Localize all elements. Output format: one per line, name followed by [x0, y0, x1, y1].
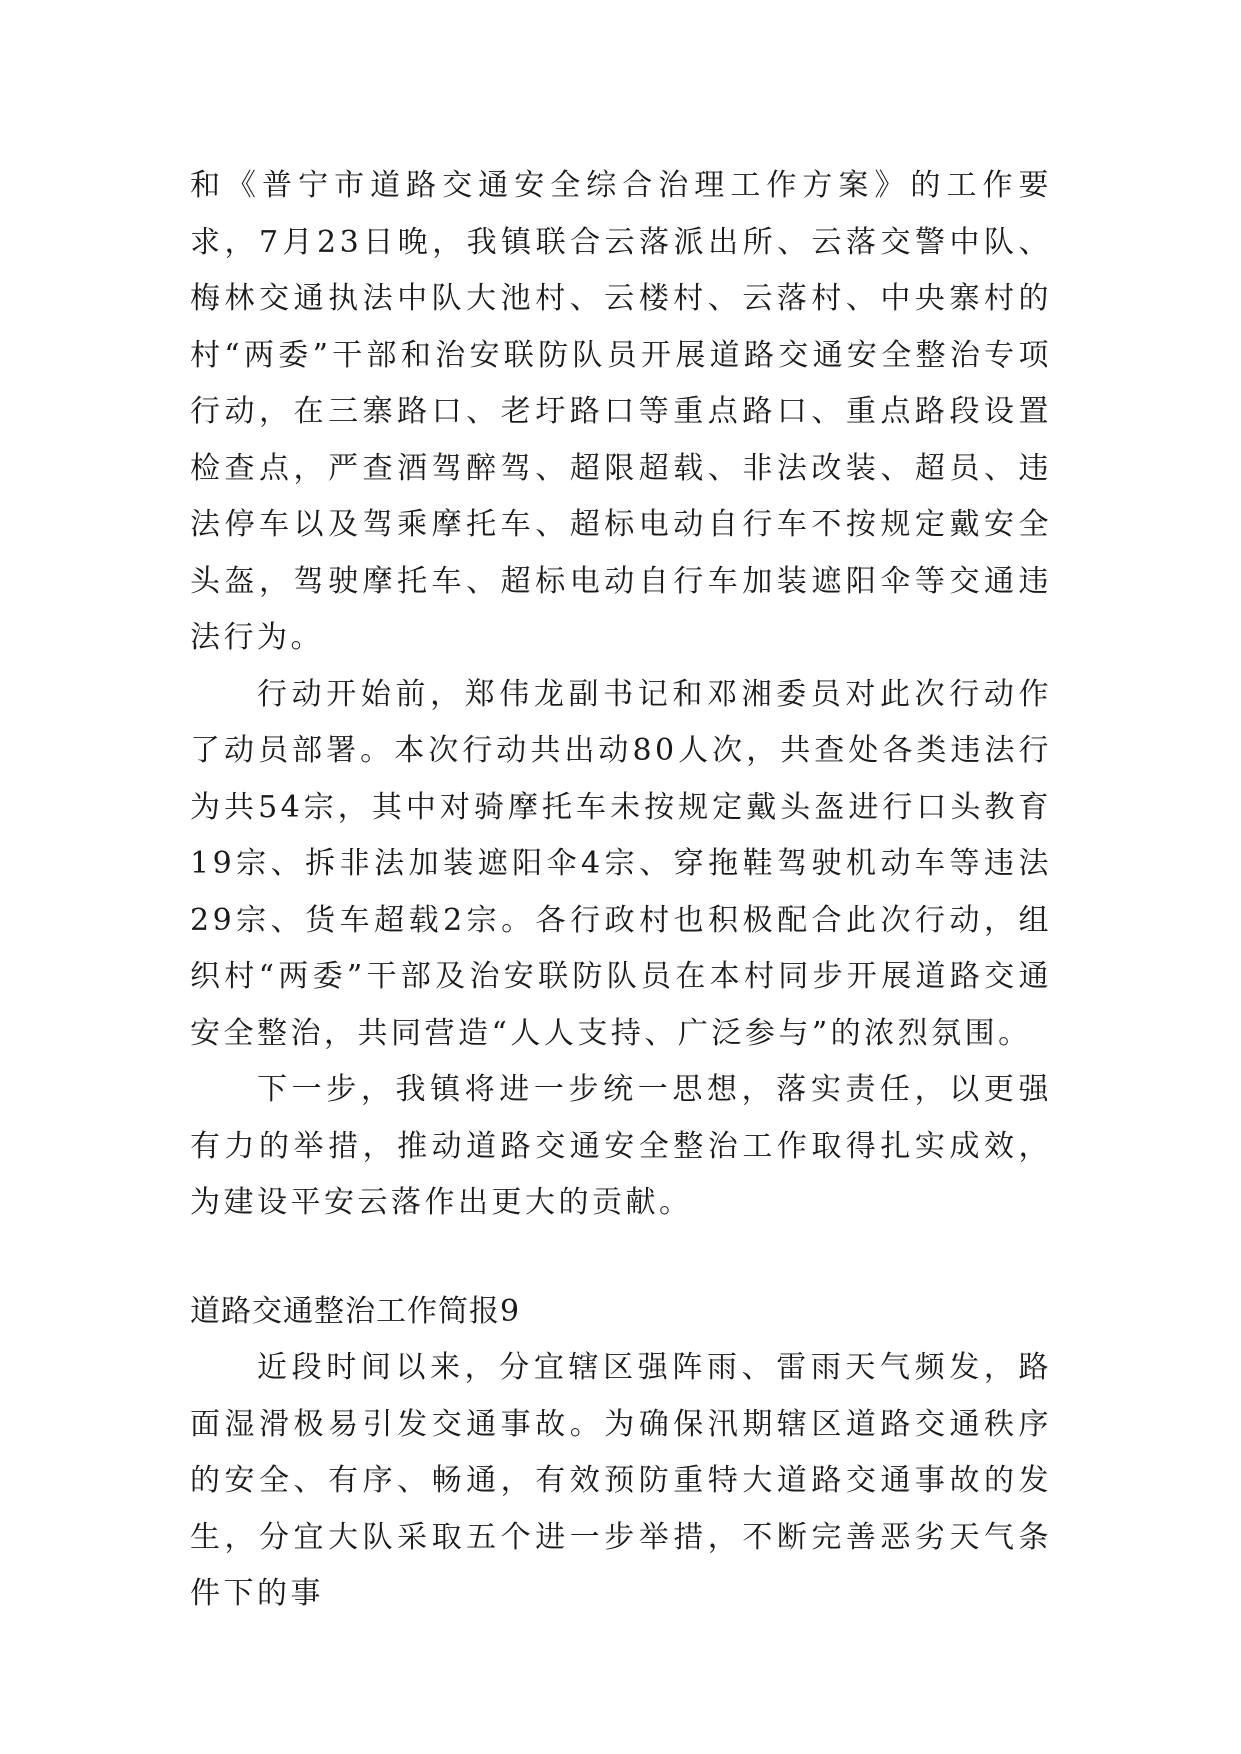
- paragraph-operation-summary: 行动开始前，郑伟龙副书记和邓湘委员对此次行动作了动员部署。本次行动共出动80人次，共查处各类违法行为共54宗，其中对骑摩托车未按规定戴头盔进行口头教育19宗、拆非法加装遮阳伞4宗、穿拖鞋驾驶机动车等违法29宗、货车超载2宗。各行政村也积极配合此次行动，组织村“两委”干部及治安联防队员在本村同步开展道路交通安全整治，共同营造“人人支持、广泛参与”的浓烈氛围。: [190, 676, 1052, 1051]
- document-page: [190, 158, 1052, 1623]
- paragraph-continuation: 和《普宁市道路交通安全综合治理工作方案》的工作要求，7月23日晚，我镇联合云落派出所、云落交警中队、梅林交通执法中队大池村、云楼村、云落村、中央寨村的村“两委”干部和治安联防队员开展道路交通安全整治专项行动，在三寨路口、老圩路口等重点路口、重点路段设置检查点，严查酒驾醉驾、超限超载、非法改装、超员、违法停车以及驾乘摩托车、超标电动自行车不按规定戴安全头盔，驾驶摩托车、超标电动自行车加装遮阳伞等交通违法行为。: [190, 168, 1052, 655]
- section-title: 道路交通整治工作简报9: [190, 1293, 521, 1329]
- paragraph-next-steps: 下一步，我镇将进一步统一思想，落实责任，以更强有力的举措，推动道路交通安全整治工作取得扎实成效，为建设平安云落作出更大的贡献。: [190, 1072, 1052, 1220]
- paragraph-section-intro: 近段时间以来，分宜辖区强阵雨、雷雨天气频发，路面湿滑极易引发交通事故。为确保汛期辖区道路交通秩序的安全、有序、畅通，有效预防重特大道路交通事故的发生，分宜大队采取五个进一步举措，不断完善恶劣天气条件下的事: [190, 1350, 1052, 1611]
